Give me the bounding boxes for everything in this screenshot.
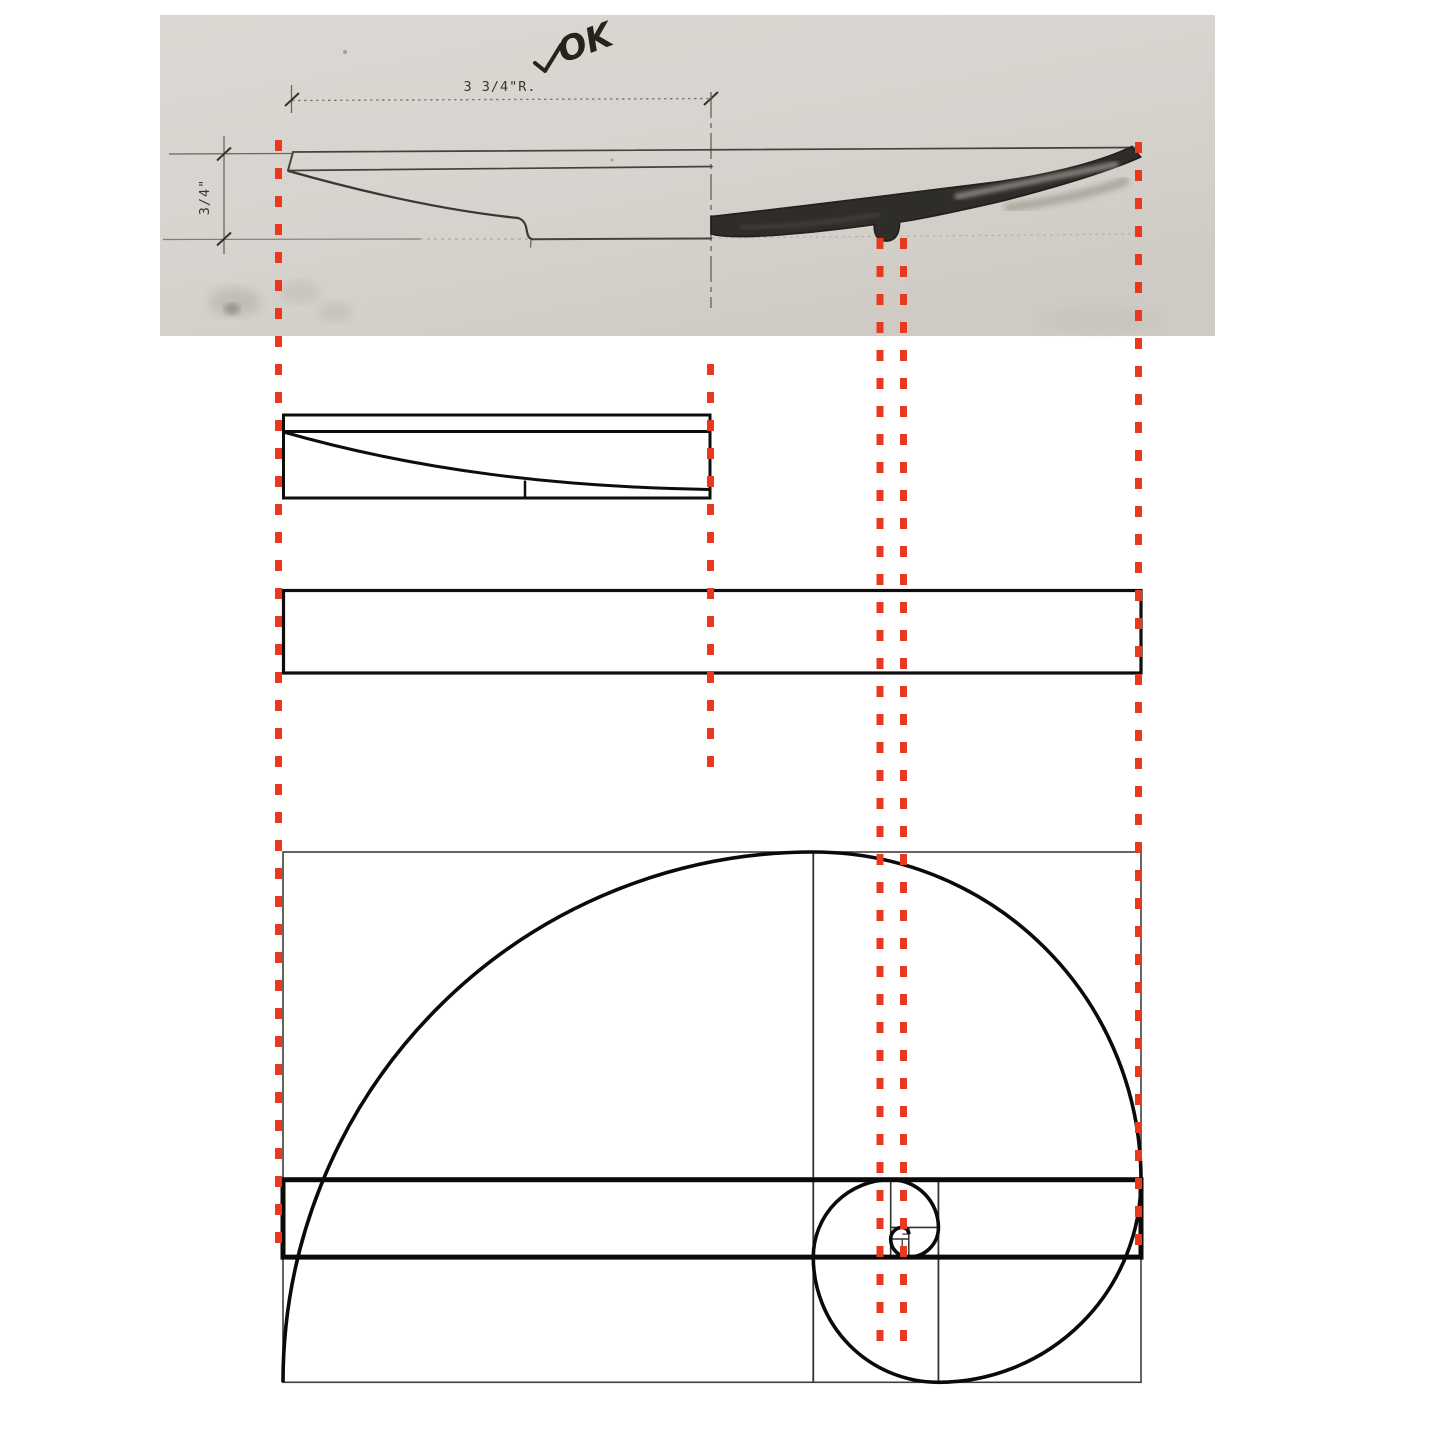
bottom-flat-line <box>532 239 711 240</box>
golden-spiral-diagram <box>283 852 1141 1382</box>
profile-outline-drawing <box>284 415 711 498</box>
thickness-dimension-label: 3/4" <box>197 178 213 216</box>
board-thickness-band <box>283 1180 1141 1257</box>
approval-mark-text: OK <box>552 14 618 72</box>
photo-sketch-section <box>160 14 1215 336</box>
profile-bevel-curve <box>284 432 710 490</box>
profile-outline-frame <box>284 415 711 498</box>
golden-subdivision-lines <box>813 852 938 1382</box>
radius-dimension-label: 3 3/4"R. <box>463 79 537 95</box>
golden-rectangle-outer <box>283 852 1141 1382</box>
golden-spiral-curve <box>283 852 1141 1382</box>
thickness-extension-top <box>169 154 292 155</box>
step-tick <box>531 240 532 247</box>
board-blank-rectangle <box>284 591 1142 674</box>
thickness-extension-bottom <box>163 239 420 240</box>
